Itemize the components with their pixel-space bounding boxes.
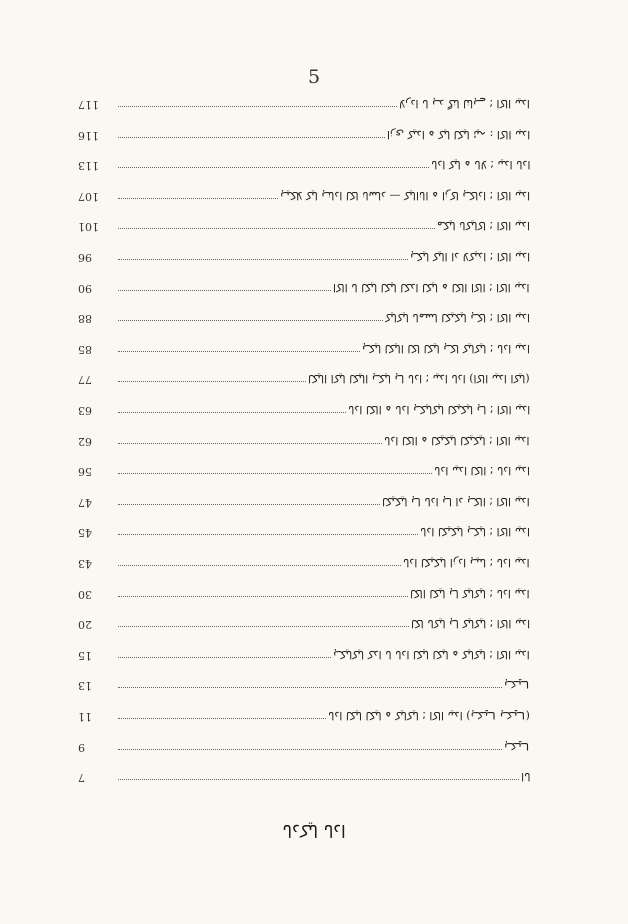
toc-leader-dots [118, 443, 382, 444]
toc-entry-text: کیاکیا ںامسا لکیکیا ہکا ؛ اکاا ںیدا [384, 311, 530, 325]
toc-entry-text: ہکیا [504, 739, 530, 753]
toc-entry-text: اںا [520, 770, 530, 784]
toc-entry-text: مکیا ناکیاکا ؛ اکاا ںیدا [437, 219, 530, 233]
toc-entry [78, 249, 530, 263]
toc-entry-text: لکیکیا ہا ںادا ہا اد ہکاا ؛ اکاا ںیدا [382, 494, 530, 508]
toc-page-number: 107 [78, 189, 99, 203]
toc-entry-text: (اکاا ںیدا اکیا) لکیاا اکیا لکیاا ہکیا ہا ںادا ؛ ںیدا ںادا [308, 372, 530, 386]
page-number: 5 [307, 66, 321, 88]
toc-entry [78, 127, 530, 141]
toc-entry [78, 371, 530, 385]
toc-page-number: 116 [78, 128, 99, 142]
toc-page-number: 63 [78, 404, 92, 417]
toc-page-number: 90 [78, 281, 92, 295]
toc-page-number: 113 [78, 159, 99, 173]
toc-entry-text: لکا ںاکیا ہا کیاکیا ؛ اکاا ںیدا [410, 617, 530, 631]
toc-entry-text: لکاا لکیا ہا کیاکیا ؛ ںادا ںیدا [410, 586, 530, 600]
toc-page-number: 15 [78, 648, 92, 662]
toc-entry [78, 769, 530, 783]
toc-leader-dots [118, 504, 380, 505]
toc-entry-text: ہکیاکیا کدا ںا ںادا لکیا لکیا ہ کیاکیا ؛ اکاا ںیدا [333, 647, 530, 661]
toc-entry-text: ہکیا [504, 678, 530, 692]
toc-entry [78, 96, 530, 110]
toc-entry [78, 616, 530, 630]
toc-entry [78, 555, 530, 569]
toc-entry-text: (ہکیا ہکیا) ںادا لکیا لکیا ہ کیاکیا ؛ اکاا ںیدا [328, 709, 530, 722]
toc-entry [78, 463, 530, 477]
toc-page-number: 77 [78, 373, 92, 387]
toc-leader-dots [118, 657, 331, 658]
toc-page-number: 47 [78, 495, 92, 509]
toc-page-number: 7 [78, 771, 85, 785]
toc-leader-dots [118, 320, 383, 321]
toc-entry [78, 677, 530, 691]
toc-entry [78, 310, 530, 324]
toc-entry-text: ںادا کیا ہ ںالا ؛ ںیدا ںادا [430, 158, 530, 172]
toc-leader-dots [118, 290, 331, 291]
toc-leader-dots [118, 137, 385, 138]
toc-leader-dots [118, 106, 397, 107]
toc-entry-text: ںادا ںیدا لکاا ؛ ںادا ںیدا [434, 464, 530, 478]
toc-entry-text: ہکیا لکیاا لکا لکیا ہکا کیاکیا ؛ ںادا ںیدا [362, 341, 530, 355]
toc-leader-dots [118, 626, 409, 627]
toc-entry [78, 647, 530, 661]
toc-leader-dots [118, 167, 429, 168]
toc-entry [78, 157, 530, 171]
toc-leader-dots [118, 565, 401, 566]
toc-page-number: 56 [78, 465, 92, 479]
toc-page-number: 43 [78, 557, 92, 570]
toc-page-number: 85 [78, 342, 92, 356]
toc-leader-dots [118, 687, 502, 688]
toc-leader-dots [118, 228, 435, 229]
toc-entry-text: ںادا لکاا ہ ںادا ہکیاکیا لکیکیا ہا ؛ اکاا ںیدا [347, 403, 530, 416]
toc-entry [78, 188, 530, 202]
toc-leader-dots [118, 351, 360, 352]
toc-entry-text: ںادا لکیکیا ہکیا ؛ اکاا ںیدا [420, 525, 530, 539]
toc-leader-dots [118, 749, 502, 750]
toc-leader-dots [118, 534, 418, 535]
toc-page-number: 9 [78, 740, 85, 754]
toc-entry [78, 218, 530, 232]
book-title: ںادکیا ںادا [282, 820, 346, 840]
toc-entry-text: ںادا لکیکیا ازدا ہیںا ؛ ںادا ںیدا [403, 556, 530, 569]
toc-leader-dots [118, 198, 278, 199]
toc-entry [78, 280, 530, 294]
toc-entry-text: لاردا ںا ہد گنا لناہے ؛ اکاا ںیدا [399, 97, 530, 110]
toc-entry [78, 341, 530, 355]
toc-leader-dots [118, 596, 408, 597]
toc-entry-text: ںادا لکاا ہ لکیکیا لکیکیا ؛ اکاا ںیدا [384, 433, 530, 447]
toc-entry [78, 494, 530, 508]
toc-leader-dots [118, 718, 326, 719]
toc-leader-dots [118, 473, 432, 474]
toc-page-number: 30 [78, 587, 92, 601]
toc-entry [78, 708, 530, 722]
toc-page-number: 88 [78, 312, 92, 326]
toc-leader-dots [118, 381, 306, 382]
toc-leader-dots [118, 779, 519, 780]
toc-page-number: 45 [78, 526, 92, 540]
toc-entry [78, 586, 530, 600]
toc-entry [78, 402, 530, 416]
toc-page-number: 101 [78, 220, 99, 234]
toc-leader-dots [118, 259, 408, 260]
toc-entry-text: ہکیا کیاا اد لاکیدا ؛ اکاا ںیدا [409, 250, 530, 263]
toc-page-number: 20 [78, 618, 92, 632]
toc-page-number: 96 [78, 251, 92, 264]
toc-entry [78, 433, 530, 447]
toc-entry-text: ہیکلا کیا ہنادا لکا ناساد — کیااناا ہ ازکا ہکادا ؛ اکاا ںیدا [279, 188, 530, 202]
toc-entry-text: اکاا ںا لکیا لکیا لکدا لکیا ہ لکاا اکاا ؛ اکاا ںیدا [333, 280, 530, 294]
toc-leader-dots [118, 412, 346, 413]
toc-entry-text: ازی کیدا ہ کیا لکیا ئیہ : اکاا ںیدا [386, 127, 530, 141]
toc-page-number: 62 [78, 434, 92, 448]
toc-entry [78, 739, 530, 753]
toc-page-number: 11 [78, 710, 92, 723]
toc-page-number: 117 [78, 98, 99, 111]
toc-entry [78, 524, 530, 538]
toc-page-number: 13 [78, 679, 92, 693]
